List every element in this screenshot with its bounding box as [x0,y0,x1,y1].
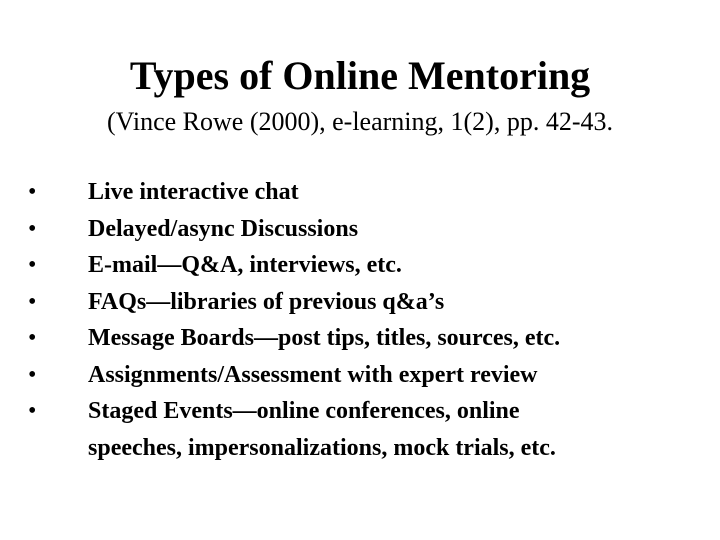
bullet-text-continuation: speeches, impersonalizations, mock trials, etc. [88,434,556,461]
bullet-item-faqs [28,284,708,321]
bullet-list [28,174,708,466]
bullet-text: Message Boards—post tips, titles, sources, etc. [88,325,561,351]
bullet-dot-icon: • [28,325,37,351]
bullet-text: Delayed/async Discussions [88,215,359,242]
bullet-text: Staged Events—online conferences, online [88,398,520,424]
bullet-item-staged-events [28,393,708,466]
bullet-item-email [28,247,708,284]
slide-subtitle-citation: (Vince Rowe (2000), e-learning, 1(2), pp. 42-43. [106,107,613,136]
bullet-item-assignments [28,357,708,394]
bullet-dot-icon: • [28,252,37,278]
bullet-dot-icon: • [28,179,37,205]
slide-title: Types of Online Mentoring [129,53,591,98]
bullet-dot-icon: • [28,215,37,242]
bullet-item-live-chat [28,174,708,211]
bullet-text: E-mail—Q&A, interviews, etc. [88,252,402,278]
bullet-dot-icon: • [28,361,37,388]
bullet-text: Assignments/Assessment with expert review [88,361,538,388]
bullet-text: FAQs—libraries of previous q&a’s [88,288,445,315]
bullet-item-discussions [28,211,708,248]
bullet-item-message-boards [28,320,708,357]
bullet-dot-icon: • [28,288,37,315]
bullet-text: Live interactive chat [88,179,299,205]
bullet-dot-icon: • [28,398,37,424]
